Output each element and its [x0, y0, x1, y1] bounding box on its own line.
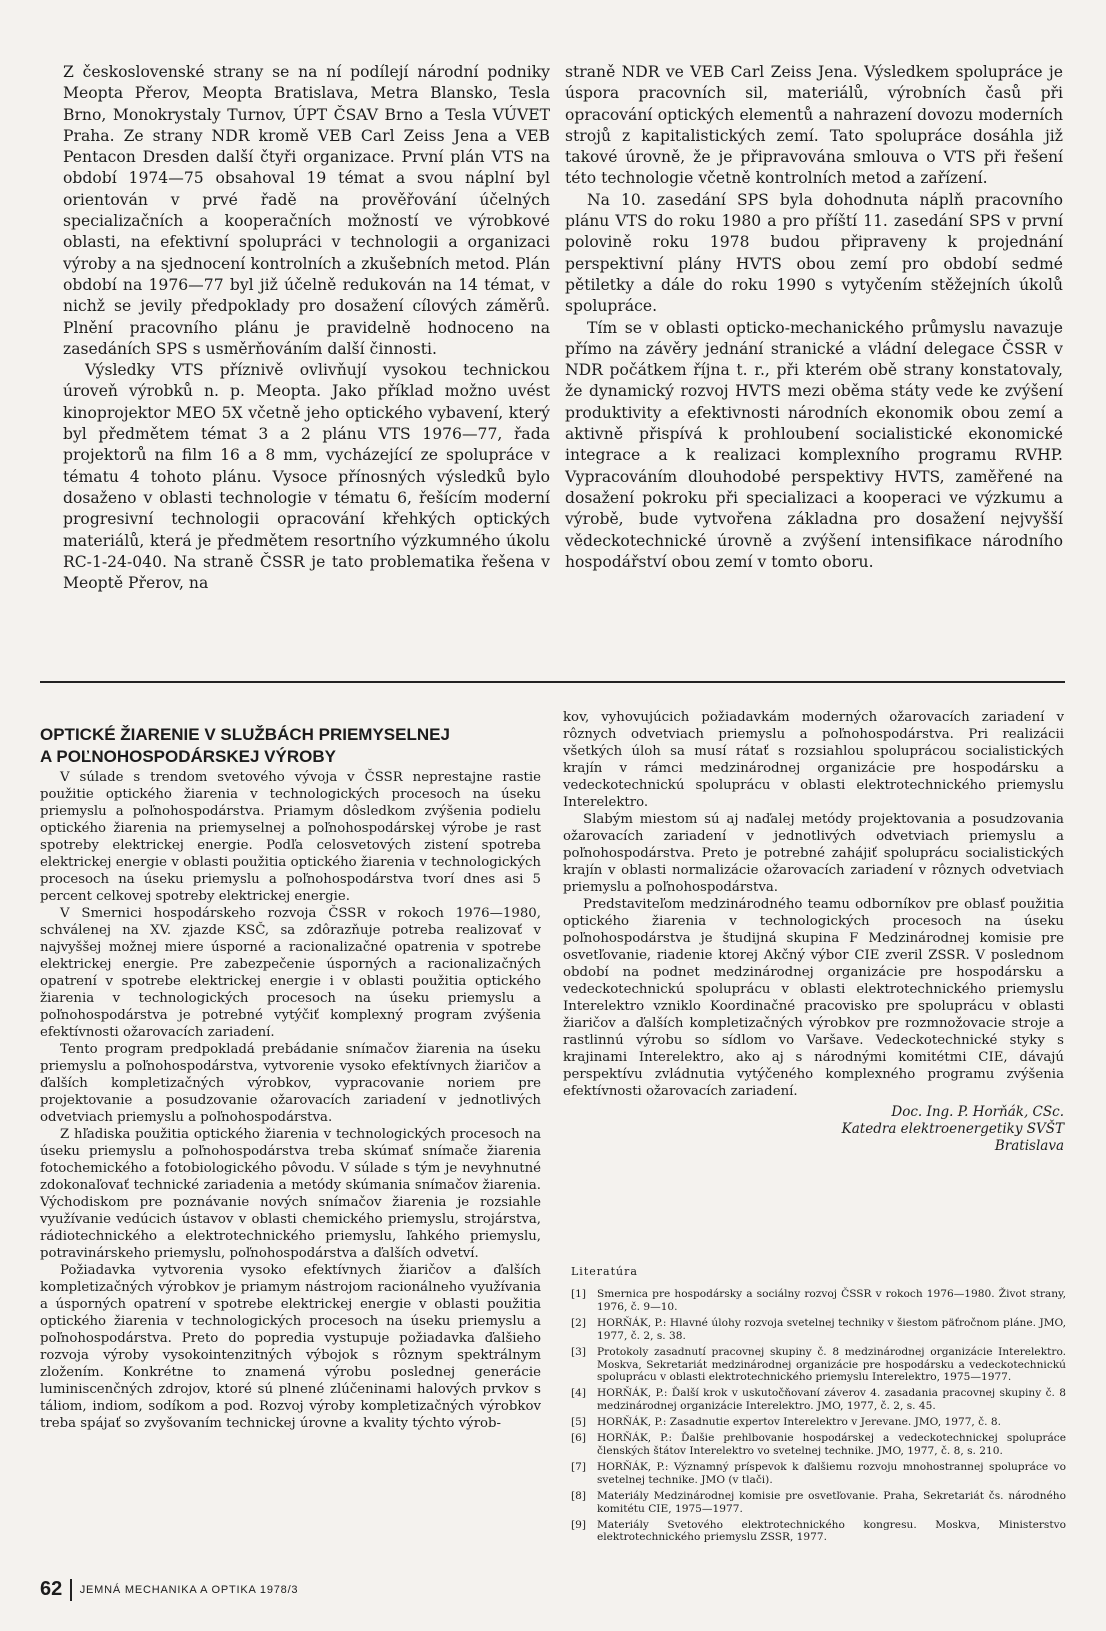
reference-number: [2] [571, 1316, 587, 1329]
author-signature [563, 1104, 1064, 1155]
reference-number: [6] [571, 1432, 587, 1445]
article-right-column [563, 709, 1064, 1155]
reference-text: Materiály Medzinárodnej komisie pre osvetľovanie. Praha, Sekretariát čs. národného komitétu CIE, 1975—1977. [597, 1489, 1066, 1515]
paragraph: Tím se v oblasti opticko-mechanického průmyslu navazuje přímo na závěry jednání stranické a vládní delegace ČSSR v NDR počátkem října t. r., při kterém obě strany konstatovaly, že dynamický rozvoj HVTS mezi oběma státy vede ke zvýšení produktivity a efektivnosti národních ekonomik obou zemí a aktivně přispívá k prohloubení socialistické ekonomické integrace a k realizaci komplexního programu RVHP. Vypracováním dlouhodobé perspektivy HVTS, zaměřené na dosažení pokroku při specializaci a kooperaci ve výzkumu a výrobě, bude vytvořena základna pro dosažení nejvyšší vědeckotechnické úrovně a zvýšení intensifikace národního hospodářství obou zemí v tomto oboru. [565, 318, 1063, 571]
article-title-line-1: OPTICKÉ ŽIARENIE V SLUŽBÁCH PRIEMYSELNEJ [40, 725, 450, 744]
paragraph: Z československé strany se na ní podílejí národní podniky Meopta Přerov, Meopta Bratislava, Metra Blansko, Tesla Brno, Monokrystaly Turnov, ÚPT ČSAV Brno a Tesla VÚVET Praha. Ze strany NDR kromě VEB Carl Zeiss Jena a VEB Pentacon Dresden další čtyři organizace. První plán VTS na období 1974—75 obsahoval 19 témat a svou náplní byl orientován v prvé řadě na prověřování účelných specializačních a kooperačních možností ve výrobkové oblasti, na efektivní spolupráci v technologii a organizaci výroby a na sjednocení kontrolních a zkušebních metod. Plán období na 1976—77 byl již účelně redukován na 14 témat, v nichž se jevily předpoklady pro dosažení cílových záměrů. Plnění pracovního plánu je pravidelně hodnoceno na zasedáních SPS s usměrňováním další činnosti. [63, 63, 550, 358]
reference-item [571, 1288, 1066, 1314]
top-right-column [565, 62, 1063, 573]
reference-number: [1] [571, 1288, 587, 1300]
reference-number: [5] [571, 1416, 587, 1429]
paragraph: Slabým miestom sú aj naďalej metódy projektovania a posudzovania ožarovacích zariadení v jednotlivých odvetviach priemyslu a poľnohospodárstva. Preto je potrebné zahájiť spoluprácu socialistických krajín v oblasti normalizácie ožarovacích zariadení v rôznych odvetviach priemyslu a poľnohospodárstva. [563, 812, 1064, 895]
reference-list [571, 1288, 1066, 1544]
paragraph: V súlade s trendom svetového vývoja v ČSSR neprestajne rastie použitie optického žiarenia v technologických procesoch na úseku priemyslu a poľnohospodárstva. Priamym dôsledkom zvýšenia podielu optického žiarenia na priemyselnej a poľnohospodárskej výrobe je rast spotreby elektrickej energie. Podľa celosvetových zistení spotreba elektrickej energie v oblasti použitia optického žiarenia v technologických procesoch na úseku priemyslu a poľnohospodárstva tvorí dnes asi 5 percent celkovej spotreby elektrickej energie. [40, 770, 541, 904]
paragraph: Na 10. zasedání SPS byla dohodnuta náplň pracovního plánu VTS do roku 1980 a pro příští 11. zasedání SPS v první polovině roku 1978 budou připraveny k projednání perspektivní plány HVTS obou zemí pro období sedmé pětiletky a dále do roku 1990 s vytyčením stěžejních úkolů spolupráce. [565, 190, 1063, 316]
section-divider [40, 681, 1065, 683]
reference-number: [7] [571, 1460, 587, 1473]
author-name: Doc. Ing. P. Horňák, CSc. [891, 1104, 1064, 1120]
reference-number: [3] [571, 1345, 587, 1358]
reference-item [571, 1519, 1066, 1545]
paragraph: Tento program predpokladá prebádanie snímačov žiarenia na úseku priemyslu a poľnohospodárstva, vytvorenie vysoko efektívnych žiaričov a ďalších kompletizačných výrobkov, vypracovanie noriem pre projektovanie a posudzovanie ožarovacích zariadení v jednotlivých odvetviach priemyslu a poľnohospodárstva. [40, 1042, 541, 1125]
paragraph: kov, vyhovujúcich požiadavkám moderných ožarovacích zariadení v rôznych odvetviach priemyslu a poľnohospodárstva. Pri realizácii všetkých úloh sa musí rátať s rozsiahlou spoluprácou socialistických krajín v rámci medzinárodnej organizácie pre hospodársku a vedeckotechnickú spoluprácu v oblasti elektrotechnického priemyslu Interelektro. [563, 710, 1064, 810]
reference-text: Protokoly zasadnutí pracovnej skupiny č. 8 medzinárodnej organizácie Interelektro. Moskva, Sekretariát medzinárodnej organizácie pre hospodársku a vedeckotechnickú spoluprácu v oblasti elektrotechnického priemyslu Interelektro, 1975—1977. [597, 1345, 1066, 1384]
reference-item [571, 1490, 1066, 1516]
article-title [40, 724, 540, 768]
reference-text: Materiály Svetového elektrotechnického kongresu. Moskva, Ministerstvo elektrotechnického priemyslu ZSSR, 1977. [597, 1518, 1066, 1544]
reference-number: [9] [571, 1518, 587, 1531]
reference-number: [8] [571, 1489, 587, 1502]
reference-text: Smernica pre hospodársky a sociálny rozvoj ČSSR v rokoch 1976—1980. Život strany, 1976, č. 9—10. [597, 1288, 1066, 1313]
reference-item [571, 1461, 1066, 1487]
reference-text: HORŇÁK, P.: Ďalšie prehlbovanie hospodárskej a vedeckotechnickej spolupráce členských štátov Interelektro vo svetelnej technike. JMO, 1977, č. 8, s. 210. [597, 1432, 1066, 1457]
paragraph: Výsledky VTS příznivě ovlivňují vysokou technickou úroveň výrobků n. p. Meopta. Jako příklad možno uvést kinoprojektor MEO 5X včetně jeho optického vybavení, který byl předmětem témat 3 a 2 plánu VTS 1976—77, řada projektorů na film 16 a 8 mm, vycházející ze spolupráce v tématu 4 tohoto plánu. Vysoce přínosných výsledků bylo dosaženo v oblasti technologie v tématu 6, řešícím moderní progresivní technologii opracování křehkých optických materiálů, která je předmětem resortního výzkumného úkolu RC-1-24-040. Na straně ČSSR je tato problematika řešena v Meoptě Přerov, na [63, 361, 550, 593]
article-title-line-2: A POĽNOHOSPODÁRSKEJ VÝROBY [40, 747, 336, 766]
article-left-column [40, 769, 541, 1432]
top-left-column [63, 62, 550, 594]
literature-section [571, 1265, 1066, 1547]
page-footer [40, 1578, 298, 1601]
journal-name: JEMNÁ MECHANIKA A OPTIKA 1978/3 [79, 1583, 299, 1596]
footer-separator [70, 1579, 72, 1601]
reference-item [571, 1346, 1066, 1385]
reference-item [571, 1387, 1066, 1413]
reference-number: [4] [571, 1387, 587, 1400]
reference-text: HORŇÁK, P.: Ďalší krok v uskutočňovaní záverov 4. zasadania pracovnej skupiny č. 8 medzinárodnej organizácie Interelektro. JMO, 1977, č. 2, s. 45. [597, 1387, 1066, 1413]
paragraph: straně NDR ve VEB Carl Zeiss Jena. Výsledkem spolupráce je úspora pracovních sil, materiálů, výrobních časů při opracování optických elementů a nahrazení dovozu moderních strojů z kapitalistických zemí. Tato spolupráce dosáhla již takové úrovně, že je připravována smlouva o VTS při řešení této technologie včetně kontrolních metod a zařízení. [565, 63, 1063, 188]
reference-text: HORŇÁK, P.: Zasadnutie expertov Interelektro v Jerevane. JMO, 1977, č. 8. [597, 1416, 1001, 1429]
page-number: 62 [40, 1578, 63, 1600]
author-department: Katedra elektroenergetiky SVŠT [841, 1121, 1064, 1137]
paragraph: Z hľadiska použitia optického žiarenia v technologických procesoch na úseku priemyslu a poľnohospodárstva treba skúmať snímače žiarenia fotochemického a fotobiologického pôvodu. V súlade s tým je nevyhnutné zdokonaľovať technické zariadenia a metódy skúmania snímačov žiarenia. Východiskom pre poznávanie nových snímačov žiarenia je rozsiahle využívanie vedúcich ústavov v oblasti chemického priemyslu, strojárstva, rádiotechnického a elektrotechnického priemyslu, ľahkého priemyslu, potravinárskeho priemyslu, poľnohospodárstva a ďalších odvetví. [40, 1127, 541, 1261]
reference-item [571, 1432, 1066, 1458]
reference-text: HORŇÁK, P.: Významný príspevok k ďalšiemu rozvoju mnohostrannej spolupráce vo svetelnej technike. JMO (v tlači). [597, 1460, 1066, 1486]
paragraph: Predstaviteľom medzinárodného teamu odborníkov pre oblasť použitia optického žiarenia v technologických procesoch na úseku poľnohospodárstva je študijná skupina F Medzinárodnej komisie pre osvetľovanie, riadenie ktorej Akčný výbor CIE zveril ZSSR. V poslednom období na podnet medzinárodnej organizácie pre hospodársku a vedeckotechnickú spoluprácu v oblasti elektrotechnického priemyslu Interelektro vzniklo Koordinačné pracovisko pre spoluprácu v oblasti žiaričov a ďalších kompletizačných výrobkov pre rozmnožovacie stroje a rastlinnú výrobu so sídlom vo Varšave. Vedeckotechnické styky s krajinami Interelektro, ako aj s národnými komitétmi CIE, dávajú perspektívu zvládnutia vytýčeného komplexného programu zvýšenia efektívnosti ožarovacích zariadení. [563, 897, 1064, 1099]
paragraph: Požiadavka vytvorenia vysoko efektívnych žiaričov a ďalších kompletizačných výrobkov je priamym nástrojom racionálneho využívania a úsporných opatrení v spotrebe elektrickej energie v oblasti použitia optického žiarenia v technologických procesoch na úseku priemyslu a poľnohospodárstva. Preto do popredia vystupuje požiadavka ďalšieho rozvoja výroby vysokointenzitných výbojok s rôznym spektrálnym zložením. Konkrétne to znamená výrobu poslednej generácie luminiscenčných zdrojov, ktoré sú plnené zlúčeninami halových prvkov s táliom, indiom, sodíkom a pod. Rozvoj výroby kompletizačných výrobkov treba spájať so zvyšovaním technickej úrovne a kvality týchto výrob- [40, 1263, 541, 1431]
author-city: Bratislava [994, 1138, 1064, 1154]
paragraph: V Smernici hospodárskeho rozvoja ČSSR v rokoch 1976—1980, schválenej na XV. zjazde KSČ, sa zdôrazňuje potreba realizovať v najvyššej možnej miere úsporné a racionalizačné opatrenia v spotrebe elektrickej energie. Pre zabezpečenie úsporných a racionalizačných opatrení v spotrebe elektrickej energie i v oblasti použitia optického žiarenia v technologických procesoch na úseku priemyslu a poľnohospodárstva je potrebné vytýčiť komplexný program zvýšenia efektívnosti ožarovacích zariadení. [40, 906, 541, 1040]
reference-item [571, 1416, 1066, 1429]
literature-heading: Literatúra [571, 1265, 638, 1278]
reference-item [571, 1317, 1066, 1343]
reference-text: HORŇÁK, P.: Hlavné úlohy rozvoja svetelnej techniky v šiestom päťročnom pláne. JMO, 1977, č. 2, s. 38. [597, 1316, 1066, 1342]
